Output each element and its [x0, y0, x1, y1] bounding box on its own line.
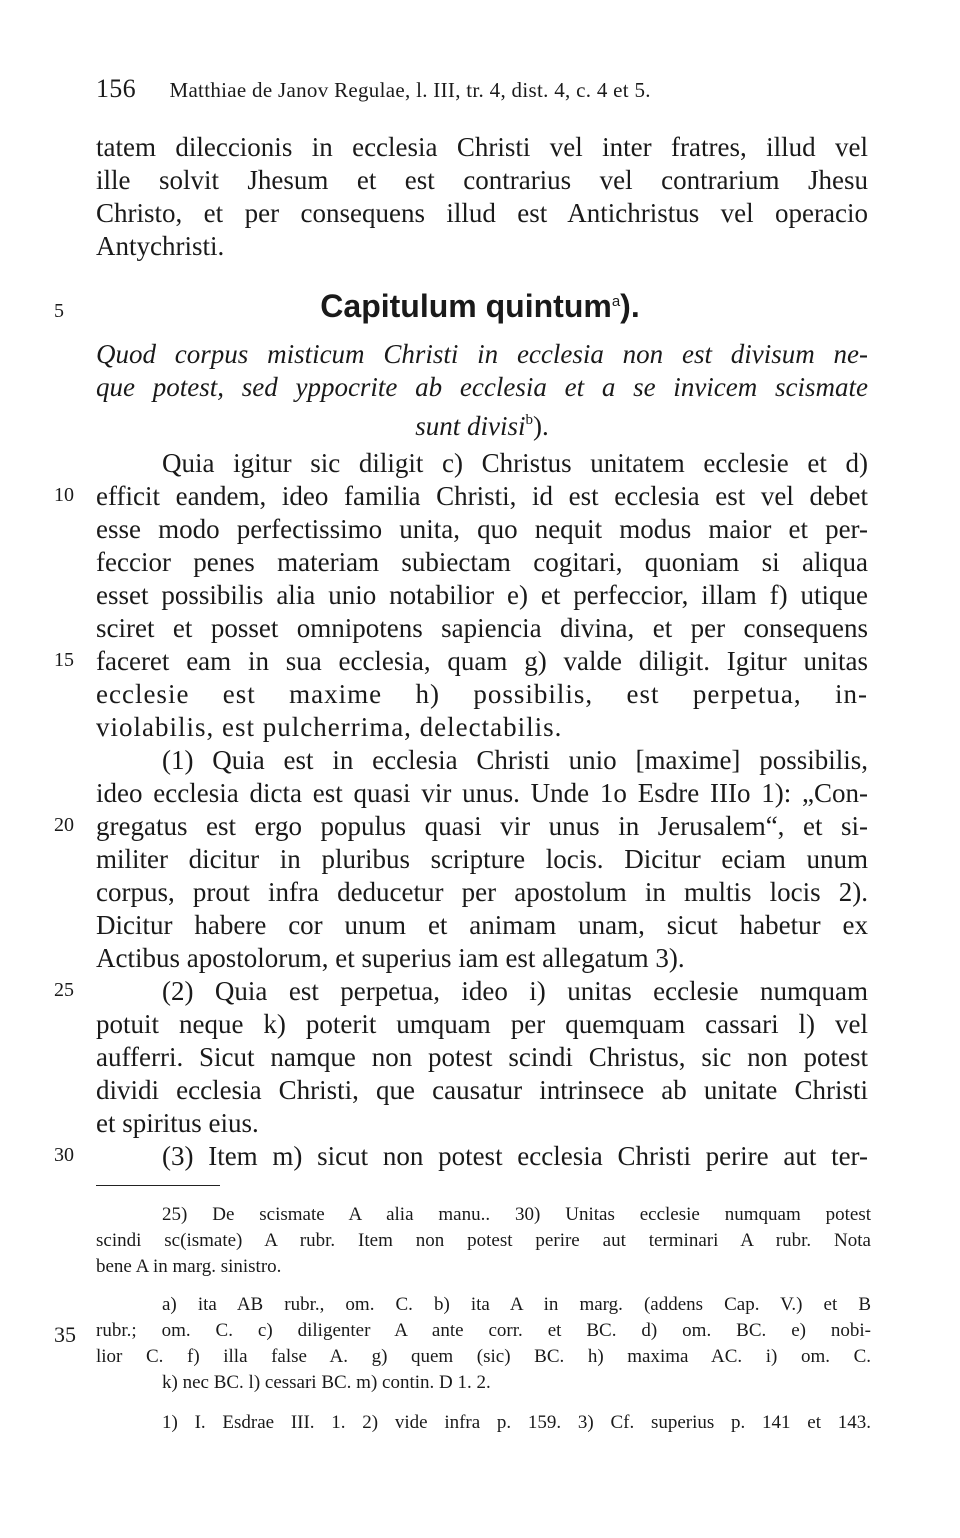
- footnote-marker: b: [525, 412, 533, 428]
- text-line: corpus, prout infra deducetur per apostolum in multis locis 2).: [96, 877, 868, 907]
- text-line: Christo, et per consequens illud est Antichristus vel operacio: [96, 198, 868, 228]
- text-line: Actibus apostolorum, et superius iam est allegatum 3).: [96, 943, 685, 973]
- text-line: (2) Quia est perpetua, ideo i) unitas ecclesie numquam: [162, 976, 868, 1006]
- line-number: 15: [54, 649, 74, 671]
- chapter-subtitle-line: Quod corpus misticum Christi in ecclesia non est divisum ne-: [96, 339, 868, 369]
- text-line: Antychristi.: [96, 231, 225, 261]
- chapter-subtitle-close: ).: [533, 411, 549, 441]
- line-number: 30: [54, 1144, 74, 1166]
- text-line: (3) Item m) sicut non potest ecclesia Christi perire aut ter-: [162, 1141, 868, 1171]
- text-line: efficit eandem, ideo familia Christi, id est ecclesia est vel debet: [96, 481, 868, 511]
- text-line: Dicitur habere cor unum et animam unam, sicut habetur ex: [96, 910, 868, 940]
- page-number: 156: [96, 74, 136, 103]
- footnote-line: lior C. f) illa false A. g) quem (sic) BC. h) maxima AC. i) om. C.: [96, 1346, 871, 1367]
- text-line: (1) Quia est in ecclesia Christi unio [maxime] possibilis,: [162, 745, 868, 775]
- text-line: et spiritus eius.: [96, 1108, 259, 1138]
- text-line: ille solvit Jhesum et est contrarius vel contrarium Jhesu: [96, 165, 868, 195]
- footnote-line: scindi sc(ismate) A rubr. Item non potest perire aut terminari A rubr. Nota: [96, 1230, 871, 1251]
- text-line: Quia igitur sic diligit c) Christus unitatem ecclesie et d): [162, 448, 868, 478]
- text-line: potuit neque k) poterit umquam per quemquam cassari l) vel: [96, 1009, 868, 1039]
- line-number: 5: [54, 300, 64, 322]
- footnote-marker: a: [611, 293, 621, 310]
- footnote-line: k) nec BC. l) cessari BC. m) contin. D 1. 2.: [162, 1372, 491, 1393]
- text-line: sciret et posset omnipotens sapiencia divina, et per consequens: [96, 613, 868, 643]
- text-line: violabilis, est pulcherrima, delectabilis.: [96, 712, 563, 742]
- chapter-title-text: Capitulum quintum: [320, 288, 612, 324]
- footnote-rule: [96, 1185, 220, 1186]
- line-number: 20: [54, 814, 74, 836]
- footnote-line: 25) De scismate A alia manu.. 30) Unitas ecclesie numquam potest: [162, 1204, 871, 1225]
- chapter-title-close: ).: [620, 288, 640, 324]
- line-number: 35: [54, 1322, 76, 1347]
- running-title: Matthiae de Janov Regulae, l. III, tr. 4, dist. 4, c. 4 et 5.: [169, 78, 651, 102]
- footnote-line: 1) I. Esdrae III. 1. 2) vide infra p. 159. 3) Cf. superius p. 141 et 143.: [162, 1412, 871, 1433]
- text-line: gregatus est ergo populus quasi vir unus in Jerusalem“, et si-: [96, 811, 868, 841]
- chapter-subtitle-line: que potest, sed yppocrite ab ecclesia et a se invicem scismate: [96, 372, 868, 402]
- line-number: 10: [54, 484, 74, 506]
- text-line: aufferri. Sicut namque non potest scindi Christus, sic non potest: [96, 1042, 868, 1072]
- footnote-line: bene A in marg. sinistro.: [96, 1256, 282, 1277]
- chapter-subtitle-text: sunt divisi: [415, 411, 526, 441]
- text-line: ecclesie est maxime h) possibilis, est perpetua, in-: [96, 679, 868, 709]
- chapter-subtitle-line: [96, 404, 868, 443]
- footnote-line: a) ita AB rubr., om. C. b) ita A in marg. (addens Cap. V.) et B: [162, 1294, 871, 1315]
- text-line: militer dicitur in pluribus scripture locis. Dicitur eciam unum: [96, 844, 868, 874]
- text-line: feccior penes materiam subiectam cogitari, quoniam si aliqua: [96, 547, 868, 577]
- running-head: [96, 74, 651, 104]
- text-line: tatem dileccionis in ecclesia Christi vel inter fratres, illud vel: [96, 132, 868, 162]
- text-line: faceret eam in sua ecclesia, quam g) valde diligit. Igitur unitas: [96, 646, 868, 676]
- text-line: dividi ecclesia Christi, que causatur intrinsece ab unitate Christi: [96, 1075, 868, 1105]
- chapter-title: [0, 288, 960, 325]
- text-line: esse modo perfectissimo unita, quo nequit modus maior et per-: [96, 514, 868, 544]
- text-line: ideo ecclesia dicta est quasi vir unus. Unde 1o Esdre IIIo 1): „Con-: [96, 778, 868, 808]
- footnote-line: rubr.; om. C. c) diligenter A ante corr. et BC. d) om. BC. e) nobi-: [96, 1320, 871, 1341]
- text-line: esset possibilis alia unio notabilior e) et perfeccior, illam f) utique: [96, 580, 868, 610]
- line-number: 25: [54, 979, 74, 1001]
